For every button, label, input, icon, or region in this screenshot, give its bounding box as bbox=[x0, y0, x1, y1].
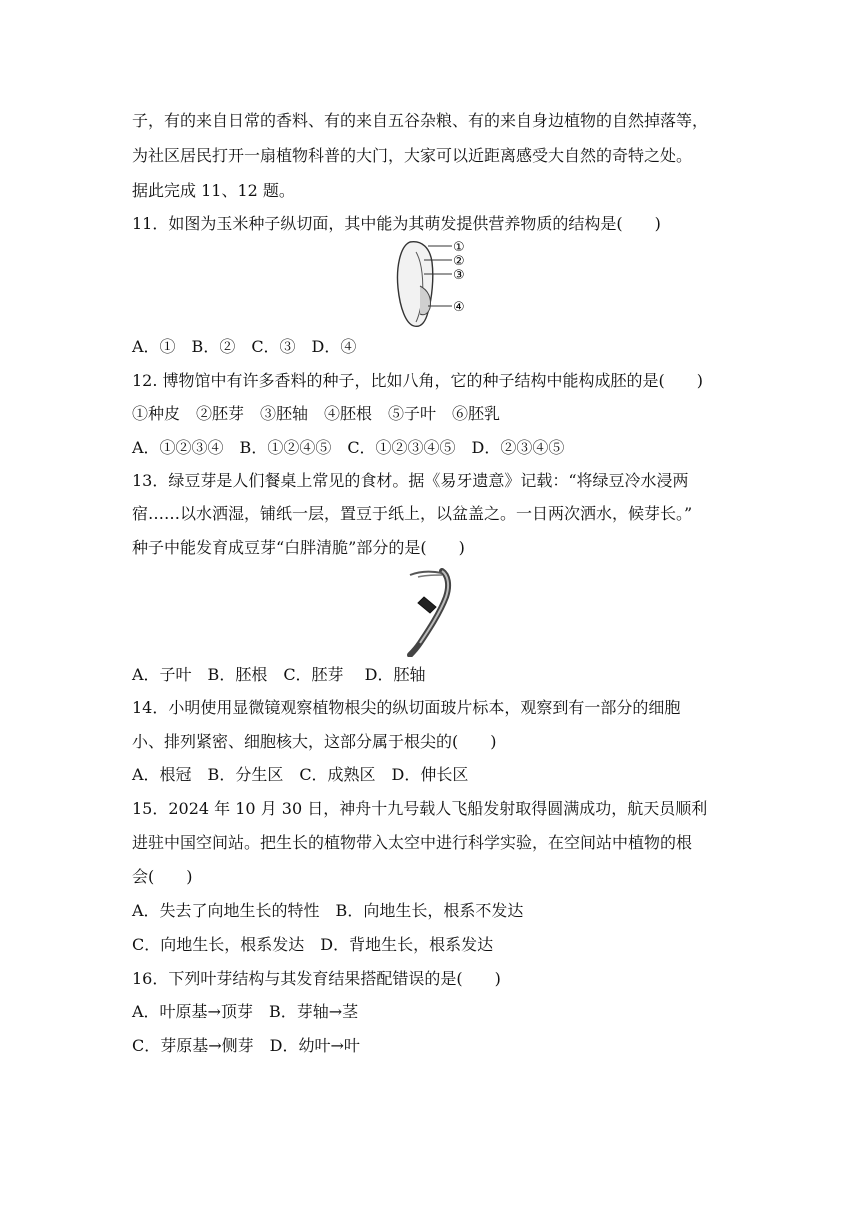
q13-stem-line-1: 13．绿豆芽是人们餐桌上常见的食材。据《易牙遗意》记载：“将绿豆冷水浸两 bbox=[132, 471, 689, 490]
q16-options-line-2: C．芽原基→侧芽 D．幼叶→叶 bbox=[132, 1036, 360, 1055]
q15-stem-line-1: 15．2024 年 10 月 30 日，神舟十九号载人飞船发射取得圆满成功，航天员顺利 bbox=[132, 799, 708, 818]
intro-line-3: 据此完成 11、12 题。 bbox=[132, 181, 295, 200]
q14-stem-line-1: 14．小明使用显微镜观察植物根尖的纵切面玻片标本，观察到有一部分的细胞 bbox=[132, 698, 681, 717]
seed-outline bbox=[398, 242, 433, 327]
q15-stem-line-2: 进驻中国空间站。把生长的植物带入太空中进行科学实验，在空间站中植物的根 bbox=[132, 833, 693, 852]
corn-seed-figure bbox=[392, 238, 482, 330]
corn-seed-drawing bbox=[392, 238, 482, 330]
sprout-leaf-fold bbox=[418, 575, 442, 577]
q15-stem-line-3: 会( ) bbox=[132, 867, 193, 886]
q12-items: ①种皮 ②胚芽 ③胚轴 ④胚根 ⑤子叶 ⑥胚乳 bbox=[132, 404, 501, 423]
figure-label-2: ② bbox=[453, 254, 465, 269]
q12-options: A．①②③④ B．①②④⑤ C．①②③④⑤ D．②③④⑤ bbox=[132, 438, 565, 457]
q16-stem: 16．下列叶芽结构与其发育结果搭配错误的是( ) bbox=[132, 969, 501, 988]
q13-options: A．子叶 B．胚根 C．胚芽 D．胚轴 bbox=[132, 665, 426, 684]
bean-sprout-drawing bbox=[398, 567, 462, 657]
q14-options: A．根冠 B．分生区 C．成熟区 D．伸长区 bbox=[132, 765, 469, 784]
figure-label-3: ③ bbox=[453, 268, 465, 283]
sprout-stem bbox=[410, 571, 448, 655]
bean-sprout-figure bbox=[398, 567, 462, 657]
sprout-cotyledon bbox=[418, 597, 436, 613]
q11-options: A．① B．② C．③ D．④ bbox=[132, 337, 357, 356]
q16-options-line-1: A．叶原基→顶芽 B．芽轴→茎 bbox=[132, 1002, 359, 1021]
q15-options-line-1: A．失去了向地生长的特性 B．向地生长，根系不发达 bbox=[132, 901, 524, 920]
figure-label-1: ① bbox=[453, 240, 465, 255]
q15-options-line-2: C．向地生长，根系发达 D．背地生长，根系发达 bbox=[132, 935, 494, 954]
q13-stem-line-3: 种子中能发育成豆芽“白胖清脆”部分的是( ) bbox=[132, 538, 465, 557]
q12-stem: 12. 博物馆中有许多香料的种子，比如八角，它的种子结构中能构成胚的是( ) bbox=[132, 371, 704, 390]
q14-stem-line-2: 小、排列紧密、细胞核大，这部分属于根尖的( ) bbox=[132, 732, 497, 751]
intro-line-2: 为社区居民打开一扇植物科普的大门，大家可以近距离感受大自然的奇特之处。 bbox=[132, 146, 693, 165]
q13-stem-line-2: 宿……以水洒湿，铺纸一层，置豆于纸上，以盆盖之。一日两次洒水，候芽长。” bbox=[132, 504, 693, 523]
figure-label-4: ④ bbox=[453, 300, 465, 315]
intro-line-1: 子，有的来自日常的香料、有的来自五谷杂粮、有的来自身边植物的自然掉落等， bbox=[132, 111, 709, 130]
q11-stem: 11．如图为玉米种子纵切面，其中能为其萌发提供营养物质的结构是( ) bbox=[132, 214, 661, 233]
